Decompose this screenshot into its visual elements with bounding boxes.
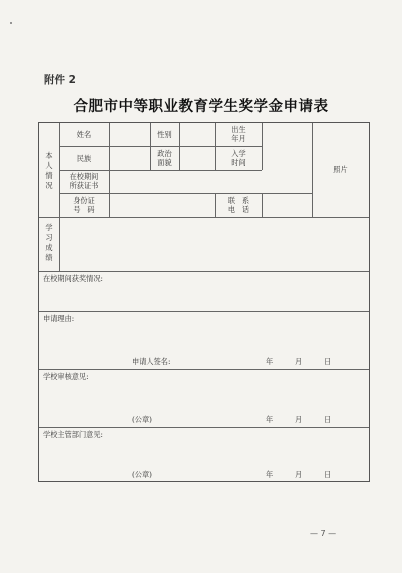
reason-day: 日 xyxy=(324,357,332,366)
photo-label: 照片 xyxy=(333,165,348,174)
authority-seal-label: (公章) xyxy=(132,470,152,479)
reason-year: 年 xyxy=(266,357,274,366)
authority-day: 日 xyxy=(324,470,332,479)
certificates-label: 在校期间 所获证书 xyxy=(69,172,99,190)
birth-label: 出生 年月 xyxy=(231,125,246,143)
school-review-label: 学校审核意见: xyxy=(43,372,89,381)
enroll-label: 入学 时间 xyxy=(231,149,246,167)
school-year: 年 xyxy=(266,415,274,424)
personal-section-label: 本 人 情 况 xyxy=(45,151,53,190)
school-day: 日 xyxy=(324,415,332,424)
phone-label: 联 系 电 话 xyxy=(227,196,250,214)
gender-label: 性别 xyxy=(157,130,172,139)
school-month: 月 xyxy=(295,415,303,424)
reason-month: 月 xyxy=(295,357,303,366)
name-label: 姓名 xyxy=(76,130,92,139)
awards-label: 在校期间获奖情况: xyxy=(43,274,103,283)
form-title: 合肥市中等职业教育学生奖学金申请表 xyxy=(73,98,329,115)
id-card-label: 身份证 号 码 xyxy=(73,196,95,214)
authority-review-label: 学校主管部门意见: xyxy=(43,430,103,439)
authority-year: 年 xyxy=(266,470,274,479)
signature-label: 申请人签名: xyxy=(132,357,171,366)
authority-month: 月 xyxy=(295,470,303,479)
reason-label: 申请理由: xyxy=(43,314,75,323)
study-section-label: 学 习 成 绩 xyxy=(45,223,53,262)
ethnicity-label: 民族 xyxy=(76,154,92,163)
annex-label: 附件 2 xyxy=(44,74,76,86)
scan-speck xyxy=(10,22,12,24)
application-form xyxy=(38,122,370,482)
political-label: 政治 面貌 xyxy=(157,149,172,167)
school-seal-label: (公章) xyxy=(132,415,152,424)
page-number: — 7 — xyxy=(310,529,337,538)
